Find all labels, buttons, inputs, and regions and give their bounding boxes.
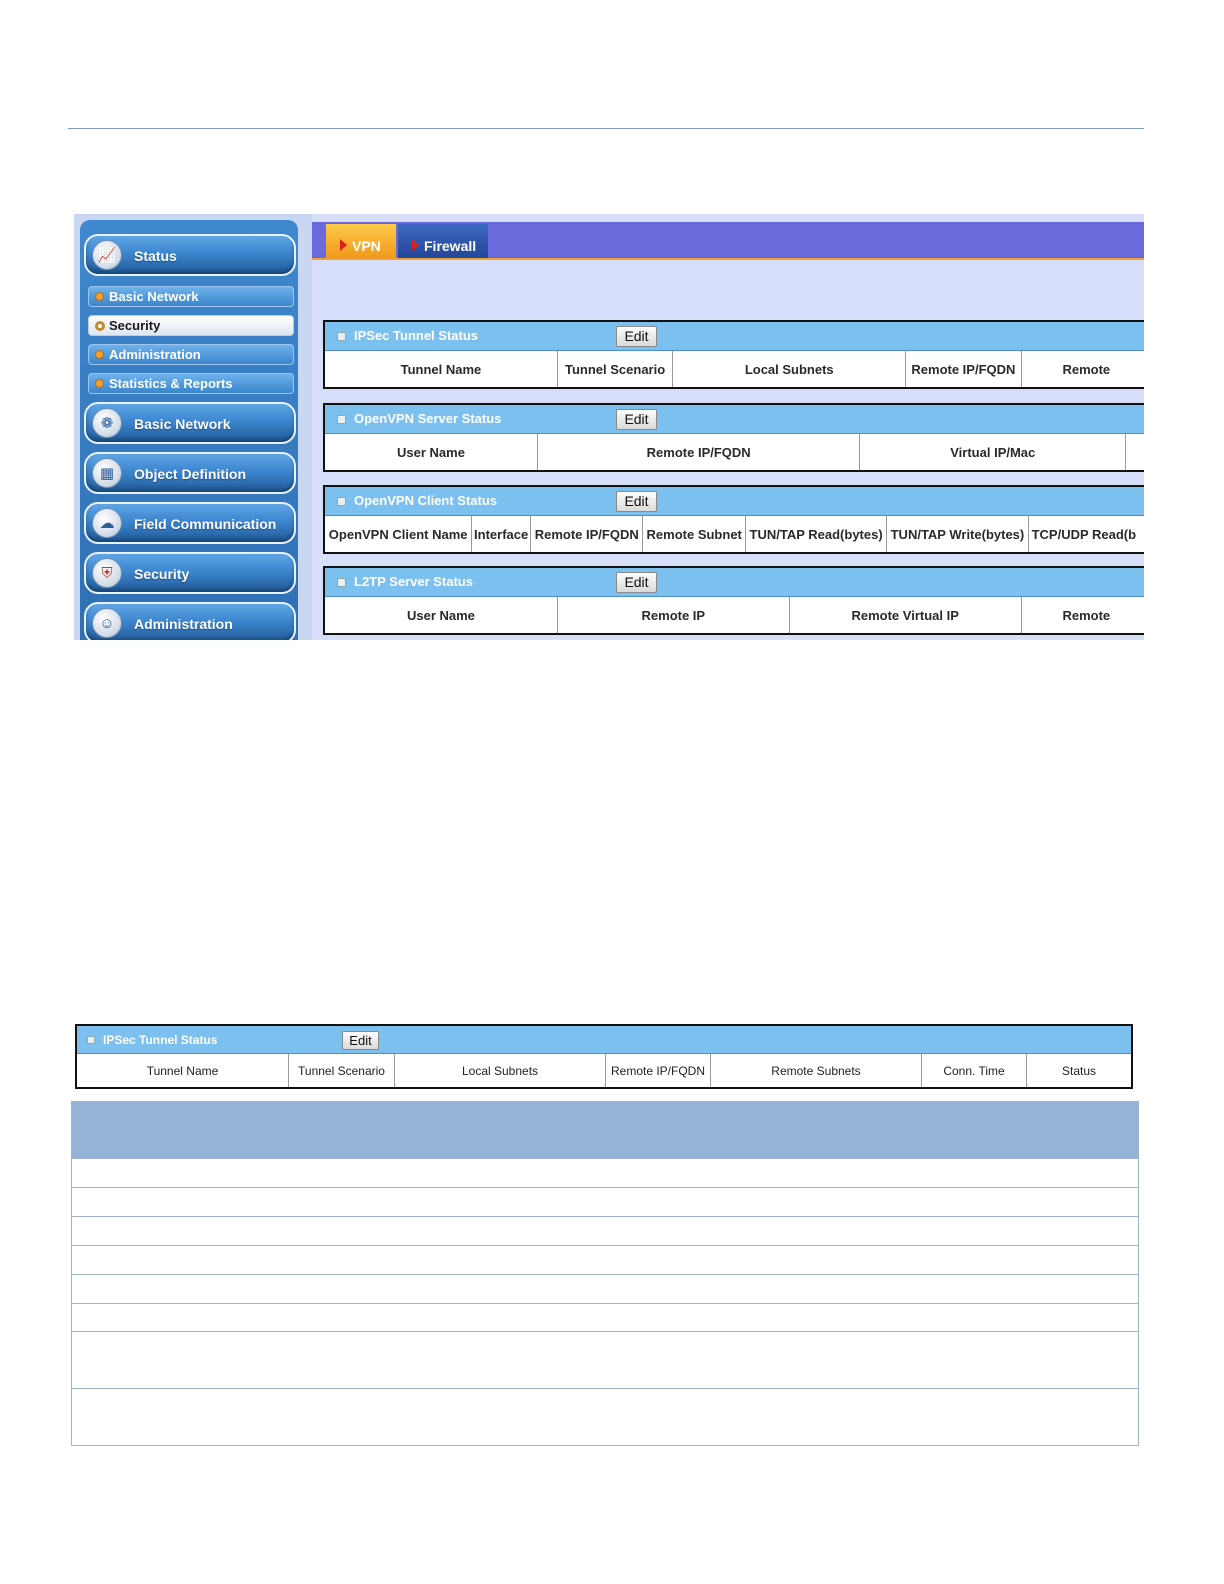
shield-icon: ⛨ bbox=[92, 558, 122, 588]
tab-label: VPN bbox=[352, 238, 381, 254]
column-header: Remote Virtual IP bbox=[790, 597, 1022, 633]
panel-title: IPSec Tunnel Status bbox=[354, 328, 479, 343]
table-row bbox=[71, 1159, 1139, 1188]
column-header: TCP/UDP Read(b bbox=[1031, 526, 1137, 542]
panel-header bbox=[325, 487, 1144, 516]
sidebar-item-security[interactable] bbox=[84, 552, 296, 594]
sidebar-item-label: Security bbox=[134, 566, 190, 582]
column-header: Remote Subnets bbox=[711, 1054, 922, 1087]
panel-header bbox=[77, 1026, 1131, 1054]
sidebar-item-administration[interactable] bbox=[84, 602, 296, 640]
description-table bbox=[71, 1101, 1139, 1446]
column-header: Tunnel Name bbox=[325, 351, 558, 387]
collapse-icon[interactable] bbox=[337, 578, 346, 587]
column-header: User Name bbox=[325, 434, 538, 470]
column-header: Tunnel Scenario bbox=[558, 351, 673, 387]
column-header: Tunnel Name bbox=[77, 1054, 289, 1087]
table-header-row bbox=[325, 351, 1144, 387]
tab-bar bbox=[312, 222, 1144, 260]
openvpn-server-status-panel bbox=[323, 403, 1144, 472]
collapse-icon[interactable] bbox=[337, 415, 346, 424]
edit-button[interactable]: Edit bbox=[616, 491, 657, 512]
sidebar-item-label: Field Communication bbox=[134, 516, 277, 532]
sidebar-item-field-communication[interactable] bbox=[84, 502, 296, 544]
collapse-icon[interactable] bbox=[337, 332, 346, 341]
bullet-icon bbox=[95, 379, 104, 388]
collapse-icon[interactable] bbox=[87, 1036, 95, 1044]
sidebar-sub-label: Security bbox=[109, 318, 161, 333]
chart-icon: 📈 bbox=[92, 240, 122, 270]
table-header-row bbox=[325, 516, 1144, 552]
header-rule bbox=[68, 128, 1144, 129]
main-content bbox=[312, 214, 1144, 640]
column-header: Remote bbox=[1062, 607, 1111, 623]
collapse-icon[interactable] bbox=[337, 497, 346, 506]
sidebar-sub-basic-network[interactable] bbox=[88, 286, 294, 307]
column-header: Tunnel Scenario bbox=[289, 1054, 395, 1087]
sidebar-item-label: Basic Network bbox=[134, 416, 231, 432]
column-header: Interface bbox=[472, 516, 531, 552]
edit-button[interactable]: Edit bbox=[616, 572, 657, 593]
panel-title: OpenVPN Server Status bbox=[354, 411, 502, 426]
table-subheader-row bbox=[71, 1130, 1139, 1159]
panel-title: IPSec Tunnel Status bbox=[103, 1033, 218, 1047]
openvpn-client-status-panel bbox=[323, 485, 1144, 554]
table-header-row bbox=[71, 1101, 1139, 1130]
edit-button[interactable]: Edit bbox=[342, 1031, 379, 1050]
edit-button[interactable]: Edit bbox=[616, 409, 657, 430]
column-header: User Name bbox=[325, 597, 558, 633]
sidebar-item-label: Object Definition bbox=[134, 466, 246, 482]
panel-title: L2TP Server Status bbox=[354, 574, 473, 589]
column-header: Local Subnets bbox=[395, 1054, 606, 1087]
sidebar-sub-administration[interactable] bbox=[88, 344, 294, 365]
column-header: Status bbox=[1061, 1063, 1097, 1078]
ipsec-tunnel-status-panel bbox=[323, 320, 1144, 389]
column-header: OpenVPN Client Name bbox=[325, 516, 472, 552]
panel-header bbox=[325, 322, 1144, 351]
table-row bbox=[71, 1188, 1139, 1217]
column-header bbox=[1126, 434, 1144, 470]
column-header: Remote IP/FQDN bbox=[606, 1054, 711, 1087]
column-header: TUN/TAP Write(bytes) bbox=[887, 516, 1028, 552]
bullet-icon bbox=[95, 292, 104, 301]
sidebar-sub-statistics-reports[interactable] bbox=[88, 373, 294, 394]
router-ui-screenshot bbox=[74, 214, 1144, 640]
column-header: TUN/TAP Read(bytes) bbox=[746, 516, 887, 552]
table-row bbox=[71, 1304, 1139, 1332]
column-header: Remote IP/FQDN bbox=[538, 434, 860, 470]
sidebar-menu bbox=[80, 220, 298, 640]
bullet-icon bbox=[95, 350, 104, 359]
globe-icon: ❁ bbox=[92, 408, 122, 438]
table-header-row bbox=[325, 597, 1144, 633]
column-header: Remote IP bbox=[558, 597, 790, 633]
column-header: Remote bbox=[1062, 361, 1111, 377]
sidebar-item-basic-network[interactable] bbox=[84, 402, 296, 444]
sidebar-item-label: Status bbox=[134, 248, 177, 264]
sidebar-item-status[interactable] bbox=[84, 234, 296, 276]
bullet-icon bbox=[95, 321, 105, 331]
sidebar-sub-label: Basic Network bbox=[109, 289, 199, 304]
tab-firewall[interactable] bbox=[398, 224, 488, 258]
sidebar-sub-label: Administration bbox=[109, 347, 201, 362]
column-header: Remote IP/FQDN bbox=[531, 516, 643, 552]
cloud-icon: ☁ bbox=[92, 508, 122, 538]
column-header: Remote Subnet bbox=[643, 516, 746, 552]
arrow-right-icon bbox=[412, 239, 419, 251]
ipsec-tunnel-status-panel-full bbox=[75, 1024, 1133, 1089]
panel-header bbox=[325, 568, 1144, 597]
column-header: Local Subnets bbox=[673, 351, 906, 387]
sidebar-item-label: Administration bbox=[134, 616, 233, 632]
column-header: Remote IP/FQDN bbox=[906, 351, 1021, 387]
arrow-right-icon bbox=[340, 239, 347, 251]
network-icon: ▦ bbox=[92, 458, 122, 488]
sidebar-sub-label: Statistics & Reports bbox=[109, 376, 233, 391]
l2tp-server-status-panel bbox=[323, 566, 1144, 635]
table-row bbox=[71, 1275, 1139, 1304]
table-row bbox=[71, 1217, 1139, 1246]
column-header: Virtual IP/Mac bbox=[860, 434, 1126, 470]
table-row bbox=[71, 1332, 1139, 1389]
table-row bbox=[71, 1246, 1139, 1275]
table-header-row bbox=[325, 434, 1144, 470]
sidebar-sub-security[interactable] bbox=[88, 315, 294, 336]
column-header: Conn. Time bbox=[922, 1054, 1027, 1087]
sidebar bbox=[74, 214, 312, 640]
user-icon: ☺ bbox=[92, 608, 122, 638]
table-row bbox=[71, 1389, 1139, 1446]
panel-title: OpenVPN Client Status bbox=[354, 493, 498, 508]
table-header-row bbox=[77, 1054, 1131, 1087]
tab-label: Firewall bbox=[424, 238, 477, 254]
edit-button[interactable]: Edit bbox=[616, 326, 657, 347]
sidebar-item-object-definition[interactable] bbox=[84, 452, 296, 494]
panel-header bbox=[325, 405, 1144, 434]
tab-vpn[interactable] bbox=[326, 224, 396, 258]
